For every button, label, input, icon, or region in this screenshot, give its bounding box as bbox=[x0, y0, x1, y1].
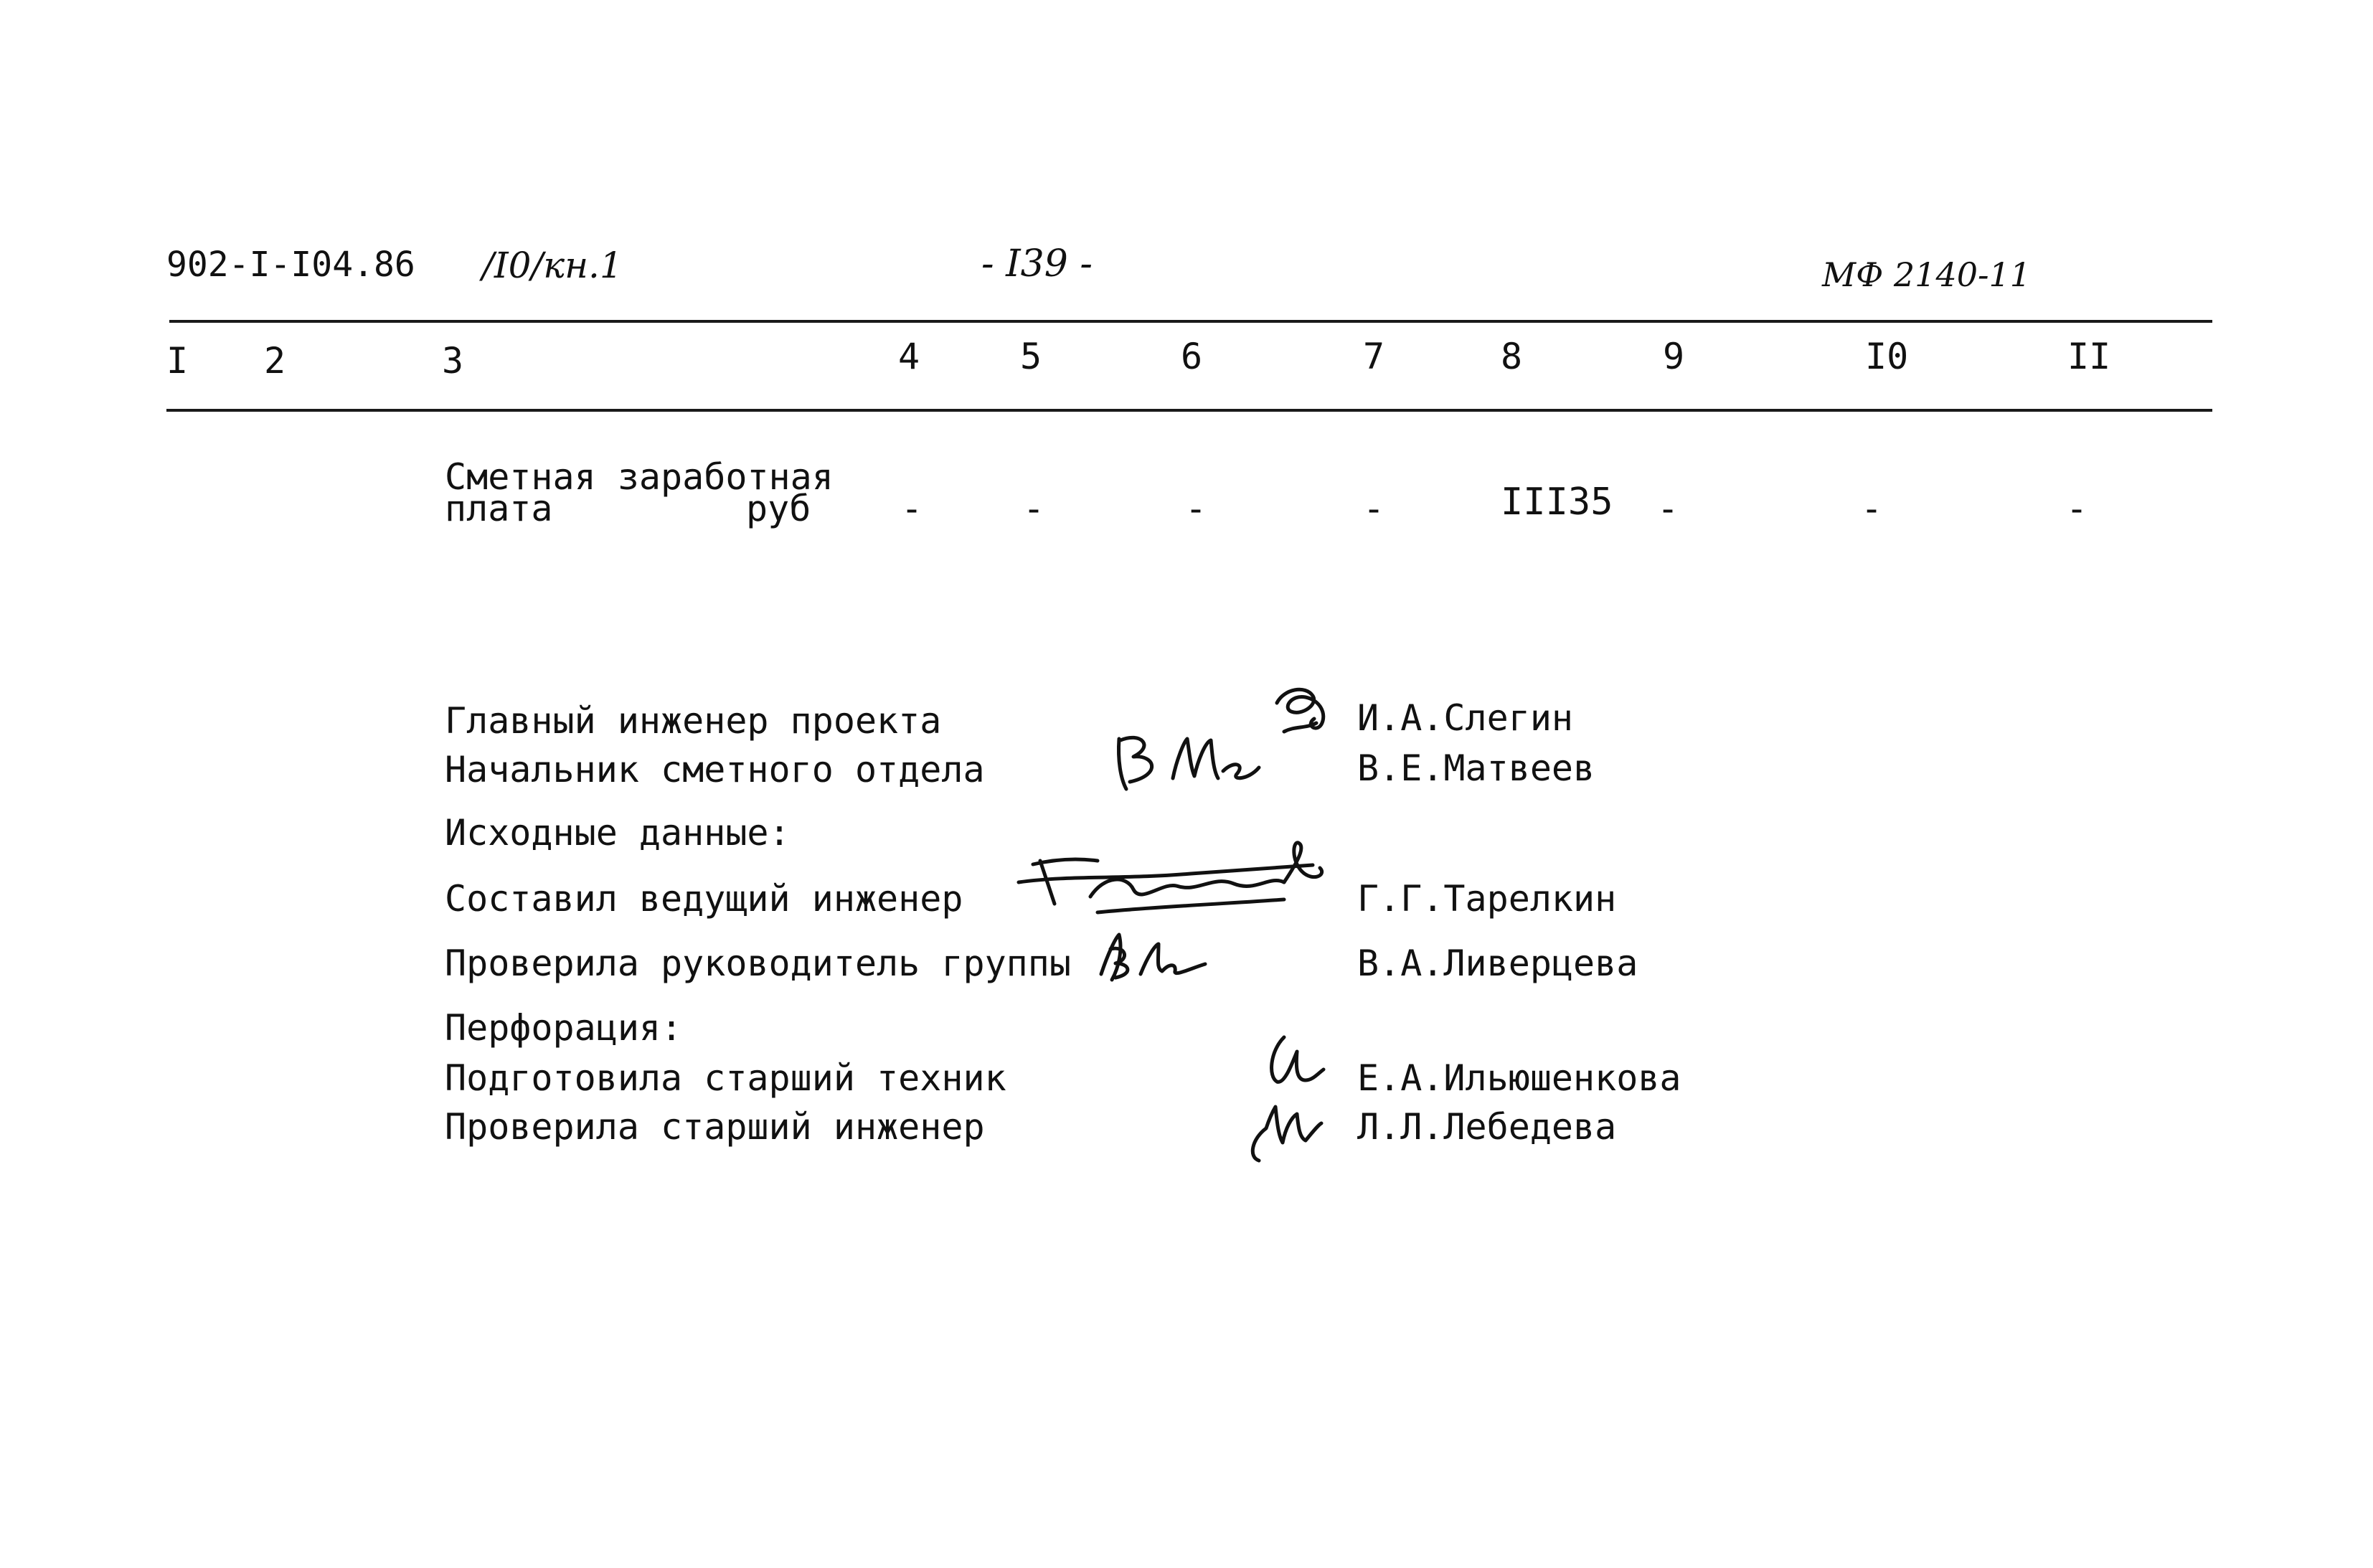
table-cell: III35 bbox=[1501, 481, 1613, 524]
signature-name: В.А.Ливерцева bbox=[1357, 943, 1638, 984]
signature-mark-tarelkin bbox=[1011, 832, 1327, 932]
signature-name: В.Е.Матвеев bbox=[1357, 747, 1595, 789]
table-cell: - bbox=[1861, 488, 1883, 529]
column-header: 5 bbox=[1020, 336, 1042, 377]
signature-mark-livertseva bbox=[1090, 924, 1219, 988]
table-cell: - bbox=[1657, 488, 1679, 529]
table-cell: - bbox=[2066, 488, 2088, 529]
column-header: 3 bbox=[442, 340, 464, 382]
column-header: I bbox=[166, 340, 189, 382]
section-label: Исходные данные: bbox=[445, 812, 791, 854]
row-label: плата bbox=[445, 488, 553, 529]
signature-name: Е.А.Ильюшенкова bbox=[1357, 1057, 1681, 1099]
table-top-rule bbox=[169, 320, 2212, 323]
document-code: 902-I-I04.86 bbox=[166, 245, 415, 285]
signature-name: Г.Г.Тарелкин bbox=[1357, 878, 1617, 920]
column-header: 7 bbox=[1363, 336, 1385, 377]
column-header: 9 bbox=[1663, 336, 1685, 377]
signature-role: Главный инженер проекта bbox=[445, 700, 942, 742]
table-cell: - bbox=[1185, 488, 1207, 529]
column-header: 2 bbox=[264, 340, 286, 382]
signature-mark-ilyushenkova bbox=[1255, 1030, 1327, 1095]
column-header: 6 bbox=[1181, 336, 1203, 377]
column-header: II bbox=[2067, 336, 2111, 377]
volume-label: /I0/кн.1 bbox=[482, 245, 623, 286]
signature-role: Подготовила старший техник bbox=[445, 1057, 1006, 1099]
table-cell: - bbox=[1023, 488, 1045, 529]
signature-role: Проверила старший инженер bbox=[445, 1106, 985, 1148]
page-number: - I39 - bbox=[981, 242, 1093, 285]
signature-role: Проверила руководитель группы bbox=[445, 943, 1071, 984]
signature-role: Начальник сметного отдела bbox=[445, 749, 985, 790]
signature-name: И.А.Слегин bbox=[1357, 697, 1574, 739]
signature-role: Составил ведущий инженер bbox=[445, 878, 963, 920]
signature-mark-lebedeva bbox=[1241, 1089, 1334, 1168]
archive-number: МФ 2140-11 bbox=[1822, 255, 2032, 294]
column-header: I0 bbox=[1865, 336, 1909, 377]
row-unit: руб bbox=[746, 488, 811, 529]
row-label: Сметная заработная bbox=[445, 456, 834, 498]
table-header-rule bbox=[166, 409, 2212, 412]
table-cell: - bbox=[1363, 488, 1385, 529]
column-header: 8 bbox=[1501, 336, 1523, 377]
signature-mark-matveev bbox=[1105, 710, 1284, 796]
section-label: Перфорация: bbox=[445, 1007, 683, 1049]
column-header: 4 bbox=[898, 336, 920, 377]
table-cell: - bbox=[901, 488, 923, 529]
signature-name: Л.Л.Лебедева bbox=[1357, 1106, 1617, 1148]
